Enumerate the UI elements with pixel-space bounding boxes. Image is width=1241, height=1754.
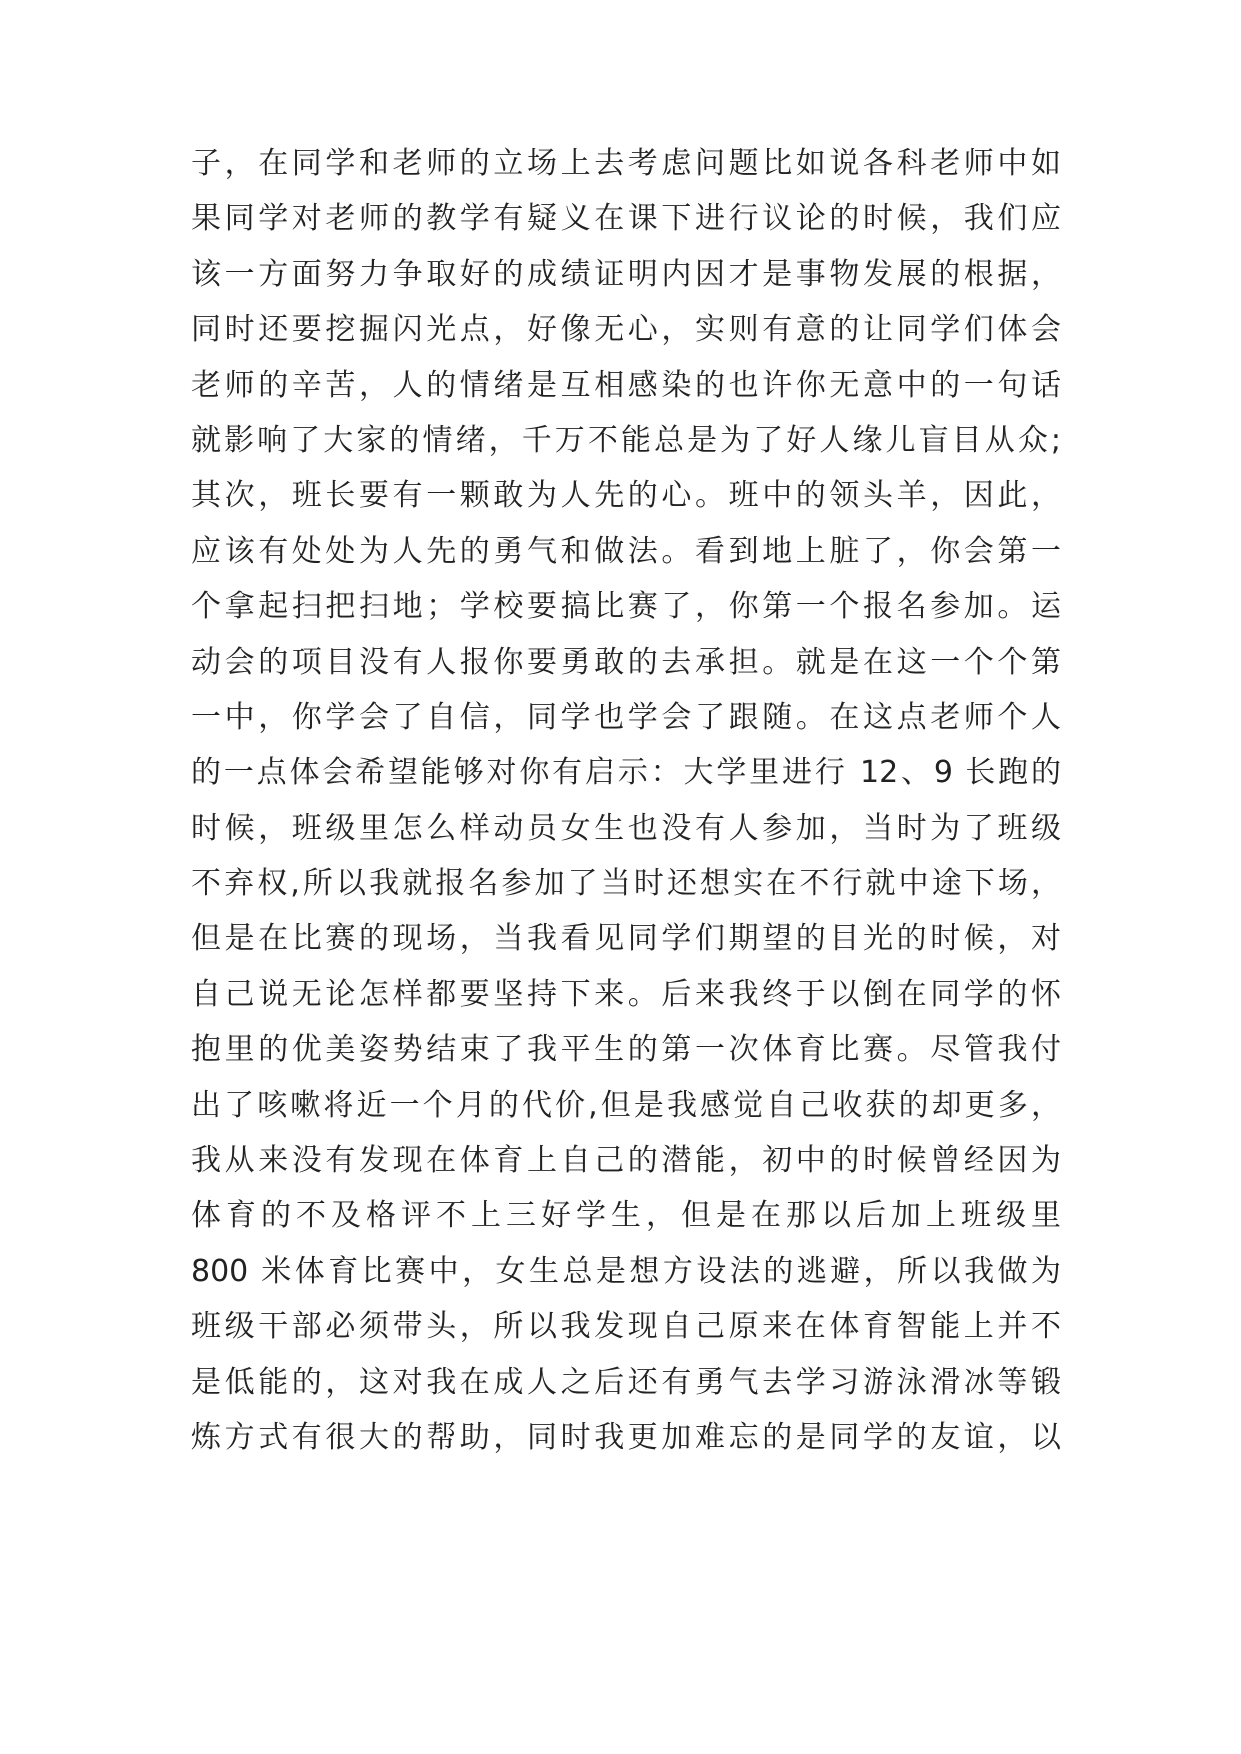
text-line: 出了咳嗽将近一个月的代价,但是我感觉自己收获的却更多， [191, 1087, 1061, 1123]
text-line: 800 米体育比赛中，女生总是想方设法的逃避，所以我做为 [191, 1253, 1061, 1289]
text-line: 该一方面努力争取好的成绩证明内因才是事物发展的根据， [191, 256, 1061, 292]
text-line: 时候，班级里怎么样动员女生也没有人参加，当时为了班级 [191, 810, 1061, 846]
text-line: 老师的辛苦，人的情绪是互相感染的也许你无意中的一句话 [191, 367, 1061, 403]
text-line: 同时还要挖掘闪光点，好像无心，实则有意的让同学们体会 [191, 312, 1061, 348]
text-line: 动会的项目没有人报你要勇敢的去承担。就是在这一个个第 [191, 644, 1061, 680]
text-line: 果同学对老师的教学有疑义在课下进行议论的时候，我们应 [191, 201, 1061, 237]
text-line: 个拿起扫把扫地；学校要搞比赛了，你第一个报名参加。运 [191, 589, 1061, 625]
text-line: 一中，你学会了自信，同学也学会了跟随。在这点老师个人 [191, 699, 1061, 735]
body-text [191, 136, 1071, 1465]
text-line: 就影响了大家的情绪，千万不能总是为了好人缘儿盲目从众; [191, 422, 1061, 458]
text-line: 体育的不及格评不上三好学生，但是在那以后加上班级里 [191, 1198, 1061, 1234]
text-line: 是低能的，这对我在成人之后还有勇气去学习游泳滑冰等锻 [191, 1364, 1061, 1400]
text-line: 抱里的优美姿势结束了我平生的第一次体育比赛。尽管我付 [191, 1032, 1061, 1068]
text-line: 其次，班长要有一颗敢为人先的心。班中的领头羊，因此， [191, 478, 1061, 514]
text-line: 子，在同学和老师的立场上去考虑问题比如说各科老师中如 [191, 146, 1061, 181]
text-line: 的一点体会希望能够对你有启示：大学里进行 12、9 长跑的 [191, 755, 1061, 791]
text-line: 我从来没有发现在体育上自己的潜能，初中的时候曾经因为 [191, 1143, 1061, 1179]
text-line: 应该有处处为人先的勇气和做法。看到地上脏了，你会第一 [191, 533, 1061, 569]
text-line: 炼方式有很大的帮助，同时我更加难忘的是同学的友谊，以 [191, 1419, 1061, 1455]
text-line: 不弃权,所以我就报名参加了当时还想实在不行就中途下场， [191, 866, 1061, 902]
text-line: 但是在比赛的现场，当我看见同学们期望的目光的时候，对 [191, 921, 1061, 957]
text-line: 自己说无论怎样都要坚持下来。后来我终于以倒在同学的怀 [191, 976, 1061, 1012]
text-line: 班级干部必须带头，所以我发现自己原来在体育智能上并不 [191, 1309, 1061, 1345]
